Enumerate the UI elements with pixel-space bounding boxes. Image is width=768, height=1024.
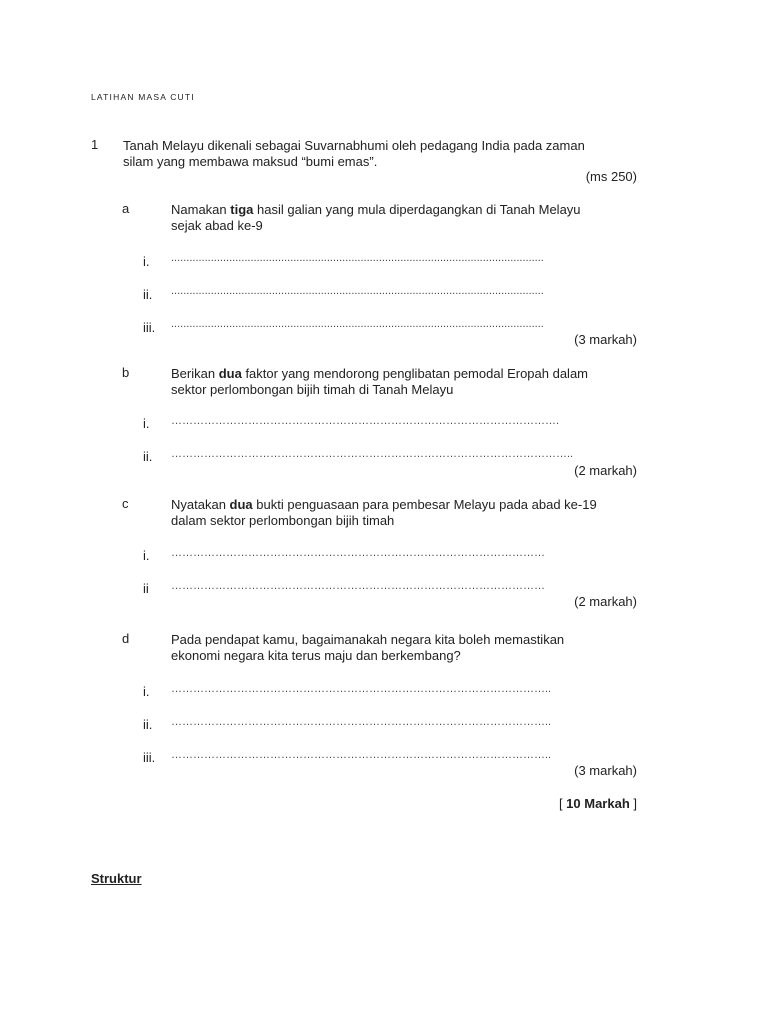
- part-d-marks: (3 markah): [574, 763, 637, 778]
- part-c-marks: (2 markah): [574, 594, 637, 609]
- part-b-numeral-1: i.: [143, 416, 150, 431]
- part-d-question-line-1: Pada pendapat kamu, bagaimanakah negara kita boleh memastikan: [171, 632, 565, 647]
- part-a-answer-line-3[interactable]: ..........................................................................................................................: [171, 318, 544, 330]
- section-heading: Struktur: [91, 871, 142, 886]
- question-number: 1: [91, 137, 99, 152]
- part-d-numeral-3: iii.: [143, 750, 156, 765]
- part-c-letter: c: [122, 496, 129, 511]
- part-b-marks: (2 markah): [574, 463, 637, 478]
- part-b-answer-line-2[interactable]: ………………………………………………………………………………………………..: [171, 448, 574, 460]
- question-stem-line-2: silam yang membawa maksud “bumi emas”.: [123, 154, 378, 169]
- page-reference: (ms 250): [585, 169, 637, 184]
- part-d-answer-line-2[interactable]: …………………………………………………………………………………………..: [171, 716, 552, 728]
- part-a-marks: (3 markah): [574, 332, 637, 347]
- total-marks: [ 10 Markah ]: [558, 796, 637, 811]
- part-a-letter: a: [122, 201, 130, 216]
- part-c-answer-line-2[interactable]: …………………………………………………………………………………………: [171, 580, 545, 592]
- part-b-question-line-1: Berikan dua faktor yang mendorong penglibatan pemodal Eropah dalam: [171, 366, 589, 381]
- part-b-answer-line-1[interactable]: …………………………………………………………………………………………….: [171, 415, 560, 427]
- part-c-question-line-1: Nyatakan dua bukti penguasaan para pembesar Melayu pada abad ke-19: [171, 497, 597, 512]
- part-a-answer-line-1[interactable]: ..........................................................................................................................: [171, 252, 544, 264]
- part-a-question-line-1: Namakan tiga hasil galian yang mula diperdagangkan di Tanah Melayu: [171, 202, 581, 217]
- part-b-numeral-2: ii.: [143, 449, 153, 464]
- part-a-question-line-2: sejak abad ke-9: [171, 218, 263, 233]
- part-d-numeral-1: i.: [143, 684, 150, 699]
- part-b-letter: b: [122, 365, 130, 380]
- part-a-numeral-2: ii.: [143, 287, 153, 302]
- part-c-answer-line-1[interactable]: …………………………………………………………………………………………: [171, 547, 545, 559]
- part-c-numeral-2: ii: [143, 581, 149, 596]
- part-d-answer-line-3[interactable]: …………………………………………………………………………………………..: [171, 749, 552, 761]
- part-c-question-line-2: dalam sektor perlombongan bijih timah: [171, 513, 395, 528]
- part-a-answer-line-2[interactable]: ..........................................................................................................................: [171, 285, 544, 297]
- document-header: LATIHAN MASA CUTI: [91, 92, 195, 102]
- part-d-letter: d: [122, 631, 130, 646]
- part-d-question-line-2: ekonomi negara kita terus maju dan berkembang?: [171, 648, 461, 663]
- part-a-numeral-3: iii.: [143, 320, 156, 335]
- question-stem-line-1: Tanah Melayu dikenali sebagai Suvarnabhumi oleh pedagang India pada zaman: [123, 138, 585, 153]
- part-d-answer-line-1[interactable]: …………………………………………………………………………………………..: [171, 683, 552, 695]
- part-a-numeral-1: i.: [143, 254, 150, 269]
- part-d-numeral-2: ii.: [143, 717, 153, 732]
- part-c-numeral-1: i.: [143, 548, 150, 563]
- part-b-question-line-2: sektor perlombongan bijih timah di Tanah Melayu: [171, 382, 454, 397]
